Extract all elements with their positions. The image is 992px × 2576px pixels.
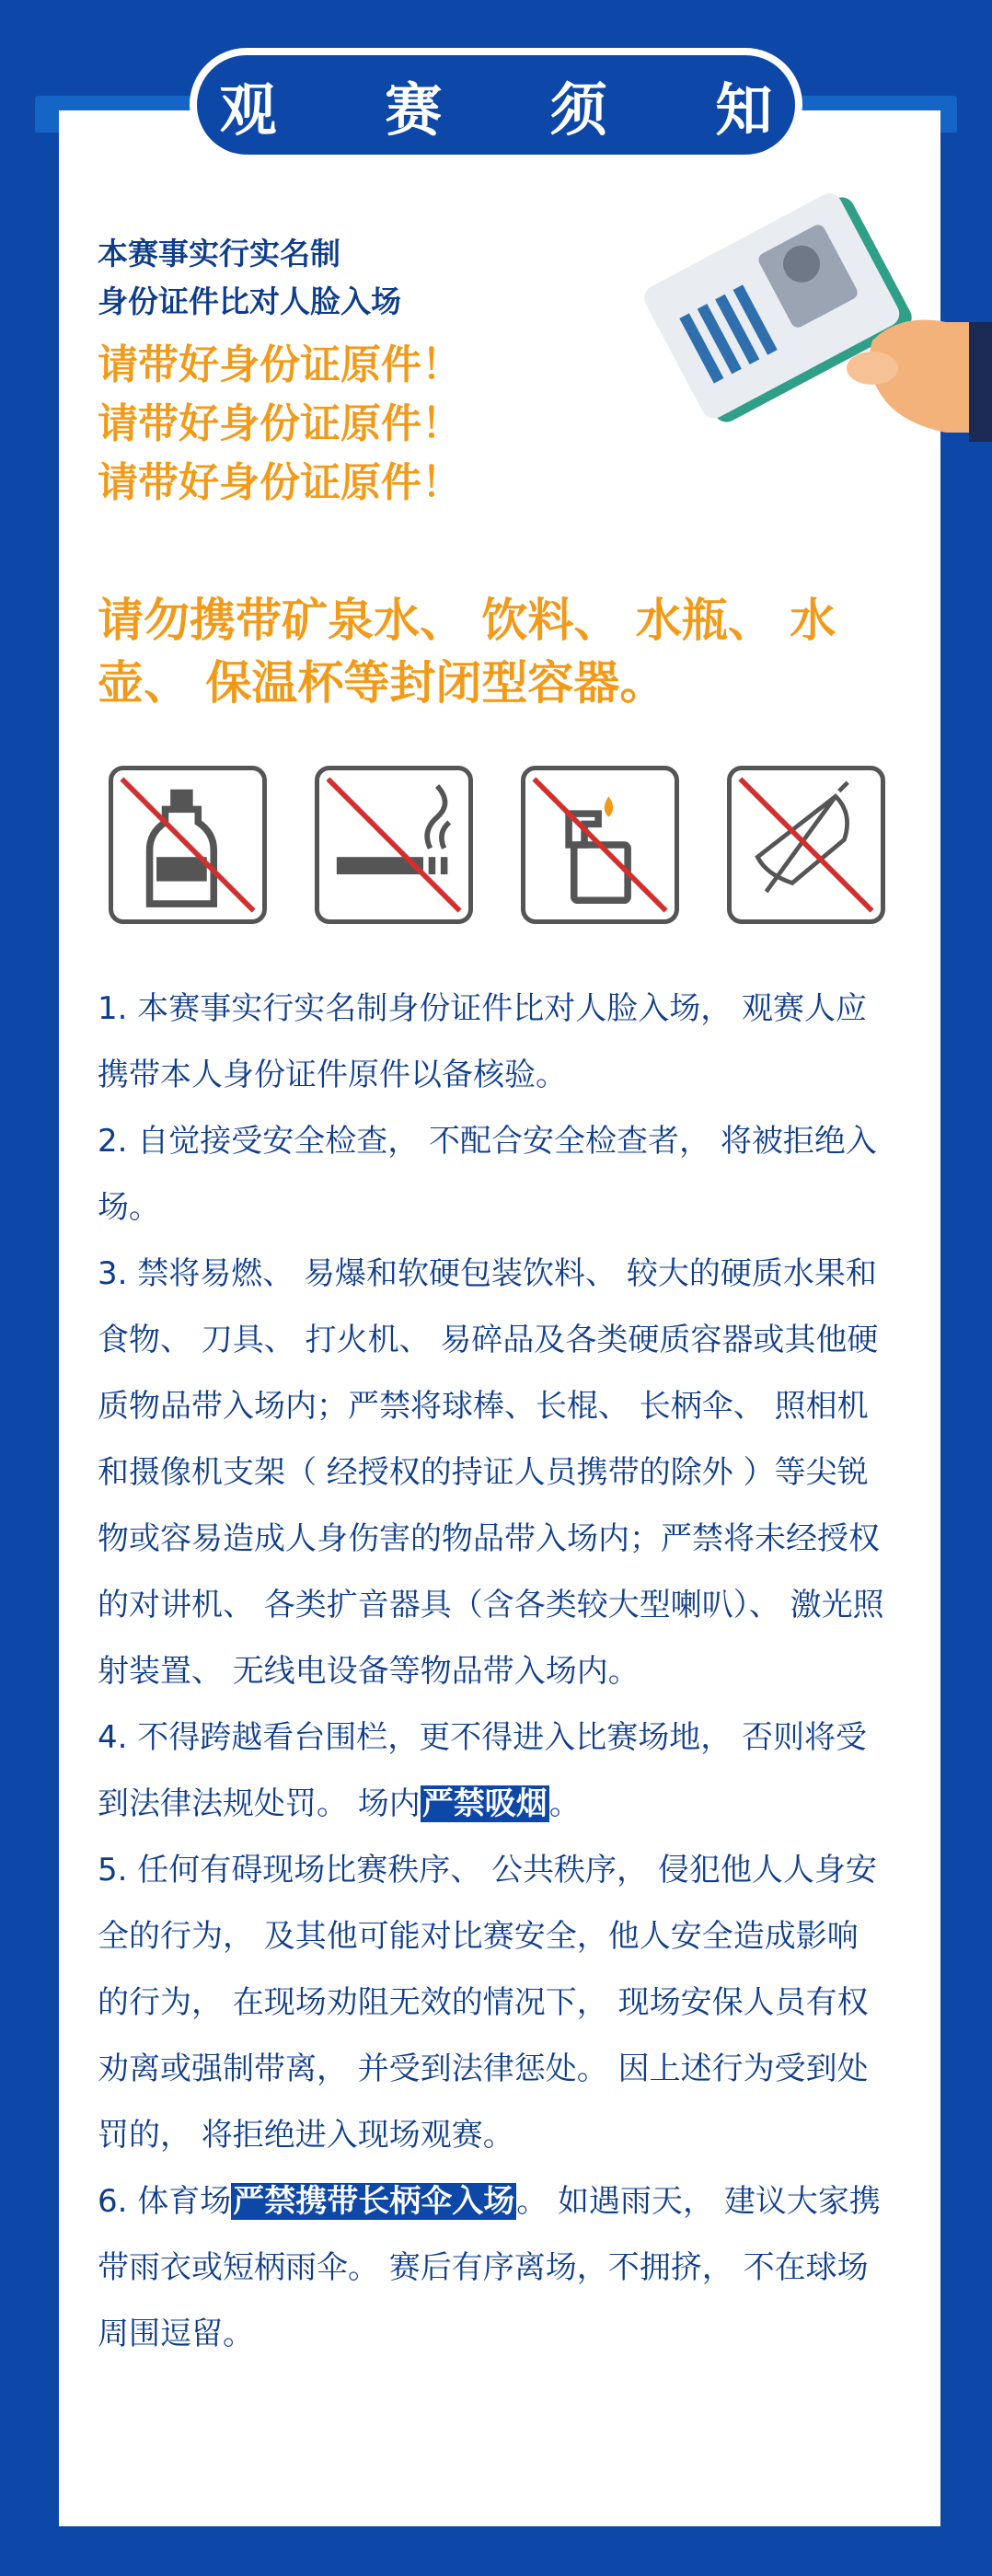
prohibited-items-row (109, 766, 891, 928)
intro-line-2: 身份证件比对人脸入场 (98, 283, 401, 319)
no-bottle-icon (109, 766, 267, 924)
id-reminder-2: 请带好身份证原件！ (98, 400, 462, 447)
rule-1: 1. 本赛事实行实名制身份证件比对人脸入场， 观赛人应携带本人身份证件原件以备核验。 (98, 990, 868, 1093)
no-lighter-icon (521, 766, 679, 924)
rule-5: 5. 任何有碍现场比赛秩序、 公共秩序， 侵犯他人人身安全的行为， 及其他可能对比赛安全，他人安全造成影响的行为， 在现场劝阻无效的情况下， 现场安保人员有权劝离或强制带离， 并受到法律惩处。 因上述行为受到处罚的， 将拒绝进入现场观赛。 (98, 1852, 877, 2154)
rule-4-end: 。 (548, 1785, 581, 1822)
rule-2: 2. 自觉接受安全检查， 不配合安全检查者， 将被拒绝入场。 (98, 1123, 877, 1226)
container-warning: 请勿携带矿泉水、 饮料、 水瓶、 水壶、 保温杯等封闭型容器。 (98, 594, 836, 710)
rule-6-text: 6. 体育场 (98, 2183, 232, 2220)
no-umbrella-icon (727, 766, 885, 924)
intro-line-1: 本赛事实行实名制 (98, 236, 340, 271)
no-umbrella-highlight: 严禁携带长柄伞入场 (233, 2183, 515, 2220)
page-title: 观 赛 须 知 (219, 75, 817, 144)
rule-6-end: 。 如遇雨天， 建议大家携带雨衣或短柄雨伞。 赛后有序离场，不拥挤， 不在球场周围逗留。 (98, 2183, 881, 2352)
rules-list (98, 976, 889, 2367)
rule-3: 3. 禁将易燃、 易爆和软硬包装饮料、 较大的硬质水果和食物、 刀具、 打火机、 易碎品及各类硬质容器或其他硬质物品带入场内；严禁将球棒、长棍、 长柄伞、 照相机和摄像机支架（ 经授权的持证人员携带的除外 ）等尖锐物或容易造成人身伤害的物品带入场内；严禁将未经授权的对讲机、 各类扩音器具（含各类较大型喇叭）、 激光照射装置、 无线电设备等物品带入场内。 (98, 1255, 884, 1690)
title-banner (190, 48, 817, 162)
rule-4 (98, 1704, 889, 1837)
id-reminder-1: 请带好身份证原件！ (98, 341, 462, 388)
rule-4-text: 4. 不得跨越看台围栏，更不得进入比赛场地， 否则将受到法律法规处罚。 场内 (98, 1719, 868, 1822)
id-reminder-3: 请带好身份证原件！ (98, 459, 462, 506)
id-card-hand-illustration (596, 184, 992, 497)
rule-6 (98, 2168, 889, 2367)
no-smoking-icon (315, 766, 473, 924)
intro-text (98, 230, 401, 326)
no-smoking-highlight: 严禁吸烟 (421, 1785, 548, 1822)
